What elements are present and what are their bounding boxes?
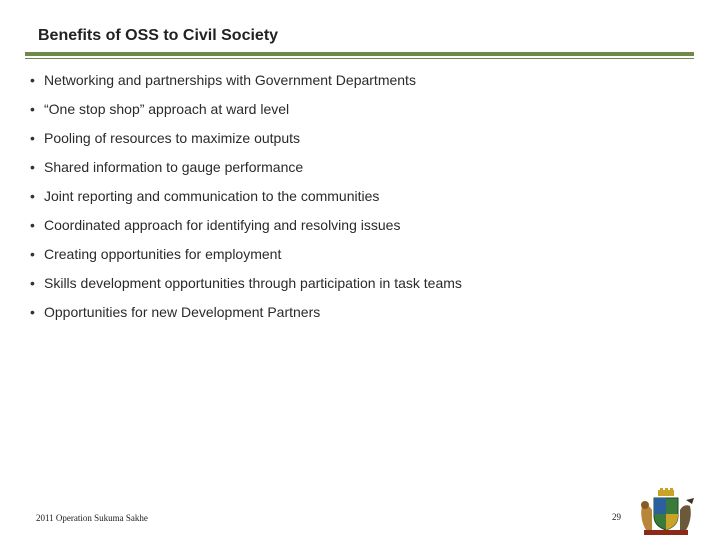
list-item <box>30 68 462 97</box>
page-number: 29 <box>612 512 621 522</box>
bullet-icon: • <box>30 188 35 204</box>
title-rule-thick <box>25 52 694 56</box>
bullet-icon: • <box>30 275 35 291</box>
bullet-text: Networking and partnerships with Government Departments <box>44 72 416 88</box>
bullet-text: Pooling of resources to maximize outputs <box>44 130 301 146</box>
bullet-icon: • <box>30 101 35 117</box>
list-item <box>30 184 462 213</box>
bullet-list <box>30 68 462 329</box>
list-item <box>30 97 462 126</box>
list-item <box>30 242 462 271</box>
bullet-icon: • <box>30 304 35 320</box>
list-item <box>30 213 462 242</box>
list-item <box>30 300 462 329</box>
list-item <box>30 155 462 184</box>
title-rule-thin <box>25 58 694 59</box>
bullet-text: Opportunities for new Development Partners <box>44 304 321 320</box>
bullet-text: Shared information to gauge performance <box>44 159 304 175</box>
bullet-icon: • <box>30 130 35 146</box>
bullet-icon: • <box>30 72 35 88</box>
list-item <box>30 126 462 155</box>
slide-title: Benefits of OSS to Civil Society <box>38 27 279 44</box>
bullet-icon: • <box>30 159 35 175</box>
bullet-text: “One stop shop” approach at ward level <box>44 101 290 117</box>
bullet-icon: • <box>30 217 35 233</box>
footer-text: 2011 Operation Sukuma Sakhe <box>36 513 148 523</box>
bullet-text: Coordinated approach for identifying and resolving issues <box>44 217 401 233</box>
bullet-text: Joint reporting and communication to the communities <box>44 188 380 204</box>
bullet-text: Creating opportunities for employment <box>44 246 282 262</box>
bullet-text: Skills development opportunities through participation in task teams <box>44 275 462 291</box>
bullet-icon: • <box>30 246 35 262</box>
list-item <box>30 271 462 300</box>
coat-of-arms-icon <box>636 488 696 536</box>
